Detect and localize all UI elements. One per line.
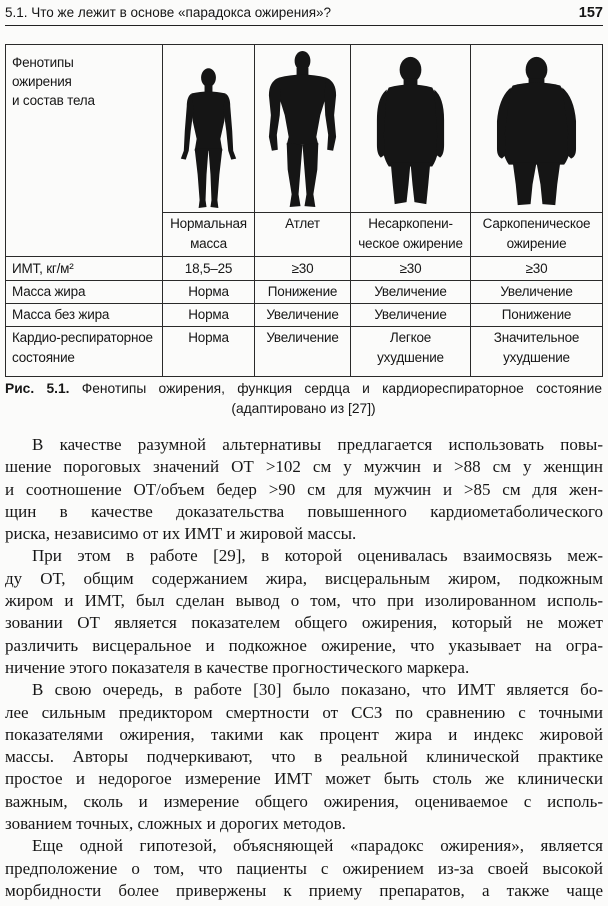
phenotype-figure-sarcopenic-obesity [471,45,603,213]
cell-line: Увеличение [266,330,339,345]
table-row-fat-mass [6,281,603,304]
text-line: шение пороговых значений ОТ >102 см у мужчин и >88 см у женщин [5,457,603,477]
table-row-bmi [6,257,603,281]
cell-line: ≥30 [525,260,548,276]
cell-line: ухудшение [377,350,444,365]
table-cell [351,327,471,377]
corner-label-line: и состав тела [12,93,95,108]
figure-source: (адаптировано из [27]) [231,401,376,416]
cell-line: ухудшение [503,350,570,365]
paragraph [5,835,603,902]
table-cell [471,327,603,377]
cell-line: Увеличение [374,284,447,299]
phenotype-figure-normal [163,45,255,213]
phenotype-label-line: Нормальная [170,216,247,231]
text-line: предположение о том, что пациенты с ожирением из-за своей высокой [5,858,603,878]
table-cell [471,281,603,304]
text-line: риска, независимо от их ИМТ и жировой массы. [5,524,357,544]
table-row-cardiorespiratory [6,327,603,377]
table-row-lean-mass [6,304,603,327]
table-row-silhouettes [6,45,603,213]
body-text [5,434,603,902]
sarcopenic-obesity-body-silhouette [471,46,602,212]
text-line: В свою очередь, в работе [30] было показано, что ИМТ является бо- [32,680,603,700]
phenotype-label-non-sarcopenic-obesity [351,213,471,257]
cell-line: ≥30 [399,260,422,276]
table-cell [471,257,603,281]
corner-label-line: Фенотипы [12,55,74,70]
table-cell [163,281,255,304]
phenotype-label-athlete [255,213,351,257]
table-corner-label [6,45,163,257]
text-line: зовании ОТ является показателем общего ожирения, который не может [5,613,603,633]
phenotype-label-normal [163,213,255,257]
table-cell [255,327,351,377]
cell-line: Понижение [267,284,338,299]
header-rule [5,25,603,26]
phenotype-figure-non-sarcopenic-obesity [351,45,471,213]
row-label-line: Масса жира [12,284,86,299]
corner-label-line: ожирения [12,74,72,89]
text-line: В качестве разумной альтернативы предлагается использовать повы- [32,435,603,454]
section-title: 5.1. Что же лежит в основе «парадокса ожирения»? [5,5,332,20]
text-line: и соотношение ОТ/объем бедер >90 см для мужчин и >85 см для жен- [5,479,603,499]
table-cell [255,257,351,281]
row-label [6,281,163,304]
figure-caption-line [5,379,602,399]
athlete-body-silhouette [255,46,350,212]
text-line: зованием точных, сложных и дорогих методов. [5,814,346,834]
phenotype-label-line: ческое ожирение [358,236,463,251]
cell-line: 18,5–25 [184,260,233,276]
text-line: различить висцеральное и подкожное ожирение, что указывает на огра- [5,635,603,655]
table-cell [351,304,471,327]
cell-line: Увеличение [500,284,573,299]
table-cell [163,327,255,377]
phenotype-label-line: Атлет [285,216,320,231]
text-line: простое и недорогое измерение ИМТ может быть столь же клинически [5,769,603,789]
figure-label: Рис. 5.1. [5,381,70,396]
cell-line: Норма [188,307,229,322]
cell-line: ≥30 [291,260,314,276]
table-cell [255,304,351,327]
text-line: жиром и ИМТ, был сделан вывод о том, что при изолированном исполь- [5,591,603,611]
phenotype-label-line: масса [190,236,227,251]
paragraph [5,434,603,545]
text-line: ничение этого показателя в качестве прогностического маркера. [5,657,470,677]
text-line: морбидности более привержены к приему препаратов, а также чаще [5,880,603,900]
cell-line: Норма [188,284,229,299]
cell-line: Понижение [501,307,572,322]
cell-line: Значительное [493,330,580,345]
phenotype-label-line: ожирение [506,236,567,251]
table-cell [163,304,255,327]
row-label [6,304,163,327]
text-line: лее сильным предиктором смертности от ССЗ по сравнению с точными [5,702,603,722]
text-line: массы. Авторы подчеркивают, что в реальной клинической практике [5,747,603,767]
row-label-line: ИМТ, кг/м² [12,260,74,276]
phenotype-label-line: Несаркопени- [368,216,453,231]
cell-line: Увеличение [374,307,447,322]
row-label-line: состояние [12,350,75,365]
non-sarcopenic-obesity-body-silhouette [351,46,470,212]
row-label-line: Кардио-респираторное [12,330,153,345]
row-label-line: Масса без жира [12,307,110,322]
cell-line: Легкое [389,330,432,345]
page-number: 157 [578,5,603,21]
table-cell [351,257,471,281]
phenotype-figure-athlete [255,45,351,213]
text-line: При этом в работе [29], в которой оценивалась взаимосвязь меж- [32,546,603,566]
figure-caption-text: Фенотипы ожирения, функция сердца и кардиореспираторное состояние [81,381,602,396]
row-label [6,257,163,281]
text-line: показателями ожирения, такими как процент жира и индекс жировой [5,724,603,744]
paragraph [5,545,603,679]
table-cell [471,304,603,327]
cell-line: Увеличение [266,307,339,322]
phenotype-label-sarcopenic-obesity [471,213,603,257]
phenotype-table [5,44,603,377]
running-header [5,3,603,23]
table-cell [255,281,351,304]
text-line: щин в качестве доказательства повышенного кардиометаболического [5,501,603,521]
table-cell [351,281,471,304]
text-line: важным, сколь и измерение общего ожирения, оцениваемое с исполь- [5,791,603,811]
paragraph [5,679,603,835]
figure-caption [5,379,602,419]
table-cell [163,257,255,281]
cell-line: Норма [188,330,229,345]
text-line: ду ОТ, общим содержанием жира, висцеральным жиром, подкожным [5,568,603,588]
phenotype-label-line: Саркопеническое [482,216,591,231]
row-label [6,327,163,377]
text-line: Еще одной гипотезой, объясняющей «парадокс ожирения», является [32,836,603,856]
normal-weight-body-silhouette [163,46,254,212]
